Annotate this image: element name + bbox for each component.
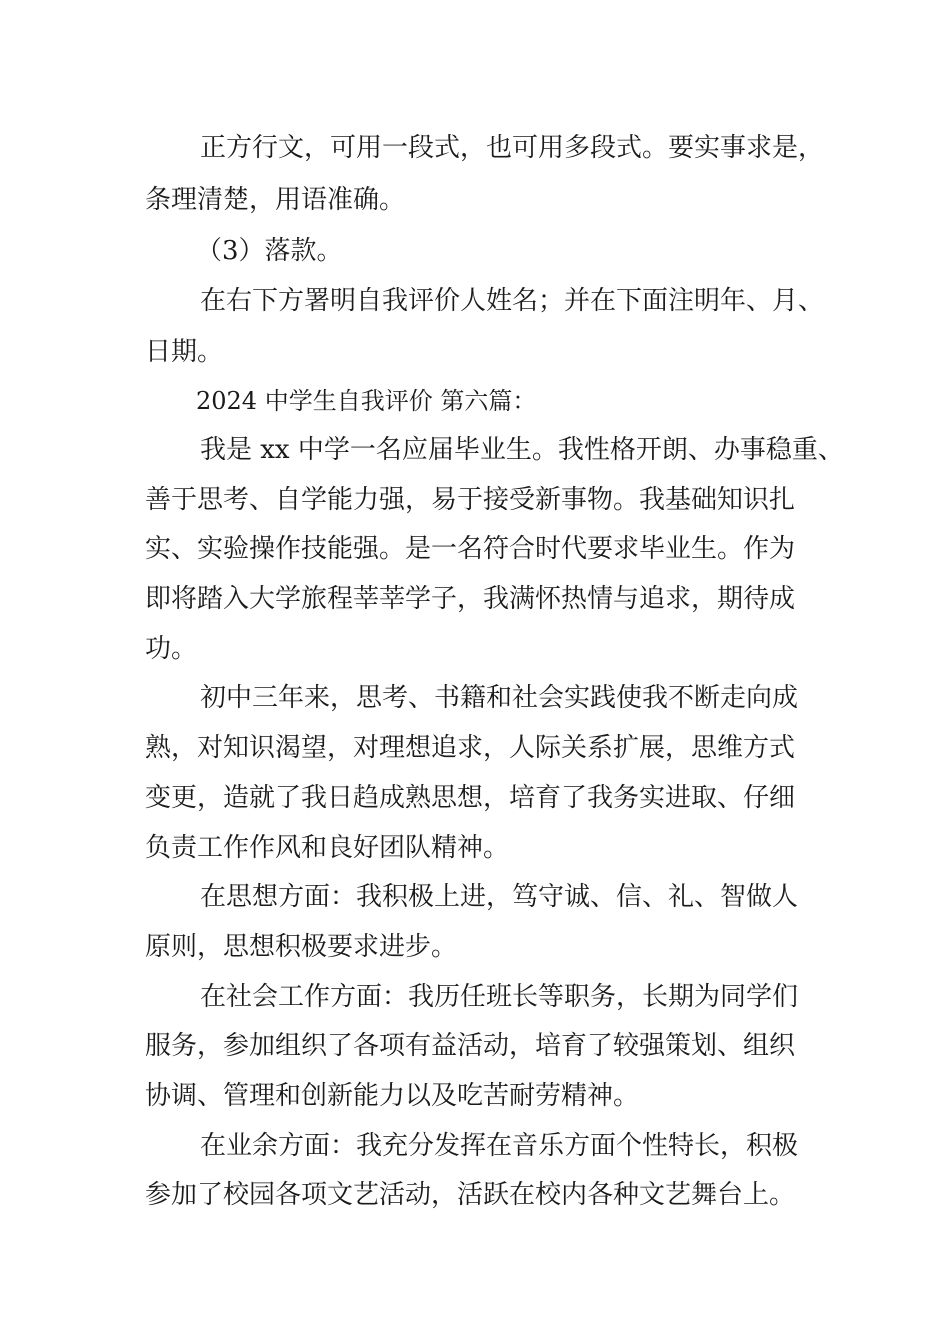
paragraph-line: 负责工作作风和良好团队精神。 (145, 833, 510, 863)
paragraph-line: 在右下方署明自我评价人姓名；并在下面注明年、月、 (200, 286, 825, 316)
paragraph-line: 变更，造就了我日趋成熟思想，培育了我务实进取、仔细 (145, 783, 796, 813)
paragraph-line: 正方行文，可用一段式，也可用多段式。要实事求是， (200, 133, 825, 163)
paragraph-line: 参加了校园各项文艺活动，活跃在校内各种文艺舞台上。 (145, 1180, 796, 1210)
paragraph-line: 我是 xx 中学一名应届毕业生。我性格开朗、办事稳重、 (200, 435, 844, 465)
paragraph-line: 功。 (145, 634, 198, 664)
paragraph-line: 初中三年来，思考、书籍和社会实践使我不断走向成 (200, 683, 799, 713)
paragraph-line: 原则，思想积极要求进步。 (145, 932, 458, 962)
paragraph-line: 条理清楚，用语准确。 (145, 185, 406, 215)
paragraph-line: 日期。 (145, 337, 224, 367)
paragraph-line: 在思想方面：我积极上进，笃守诚、信、礼、智做人 (200, 882, 799, 912)
paragraph-line: 即将踏入大学旅程莘莘学子，我满怀热情与追求，期待成 (145, 584, 796, 614)
paragraph-line: 服务，参加组织了各项有益活动，培育了较强策划、组织 (145, 1031, 796, 1061)
paragraph-line: 在业余方面：我充分发挥在音乐方面个性特长，积极 (200, 1131, 799, 1161)
paragraph-line: 熟，对知识渴望，对理想追求，人际关系扩展，思维方式 (145, 733, 796, 763)
paragraph-line: 在社会工作方面：我历任班长等职务，长期为同学们 (200, 982, 799, 1012)
paragraph-line: 协调、管理和创新能力以及吃苦耐劳精神。 (145, 1081, 640, 1111)
section-heading: 2024 中学生自我评价 第六篇： (196, 387, 537, 415)
paragraph-line: （3）落款。 (196, 236, 343, 266)
paragraph-line: 实、实验操作技能强。是一名符合时代要求毕业生。作为 (145, 534, 796, 564)
paragraph-line: 善于思考、自学能力强，易于接受新事物。我基础知识扎 (145, 485, 796, 515)
